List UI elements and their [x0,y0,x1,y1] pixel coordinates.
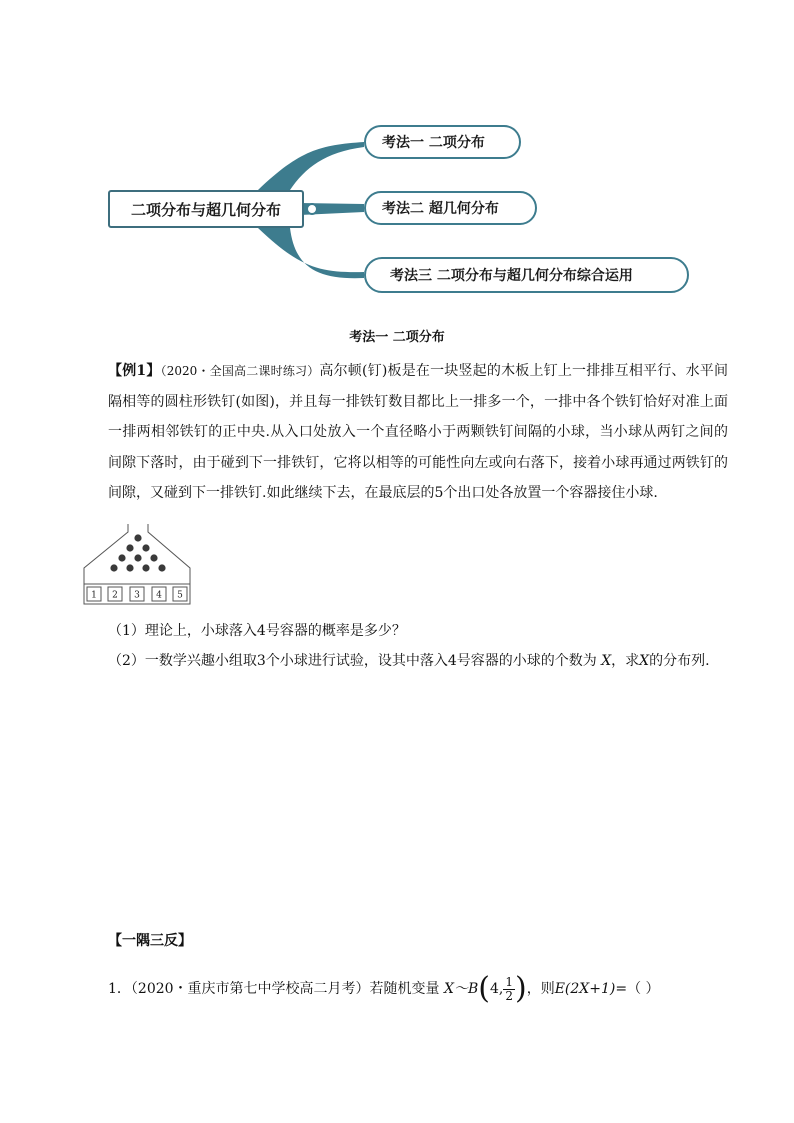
fraction-denominator: 2 [505,988,513,1003]
peg [126,564,133,571]
container-label: 5 [177,590,183,601]
peg [142,544,149,551]
example-body: 高尔顿(钉)板是在一块竖起的木板上钉上一排排互相平行、水平间隔相等的圆柱形铁钉(如图)，并且每一排铁钉数目都比上一排多一个，一排中各个铁钉恰好对准上面一排两相邻铁钉的正中央.从入口处放入一个直径略小于两颗铁钉间隔的小球，当小球从两钉之间的间隙下落时，由于碰到下一排铁钉，它将以相等的可能性向左或向右落下，接着小球再通过两铁钉的间隙，又碰到下一排铁钉.如此继续下去，在最底层的5个出口处各放置一个容器接住小球. [108,363,728,501]
fraction-numerator: 1 [505,974,513,989]
peg [134,534,141,541]
binomial-n: 4, [489,981,504,997]
mind-map-branch-2: 考法二 超几何分布 [364,191,537,225]
container-label: 1 [91,590,97,601]
example-tag: 【例1】 [108,363,161,379]
fraction [503,976,515,1003]
connector-branch-3 [258,228,364,278]
mind-map [0,0,794,310]
example-source: （2020・全国高二课时练习） [160,364,320,378]
section-title: 考法一 二项分布 [349,330,445,345]
container-label: 3 [134,590,140,601]
peg [158,564,165,571]
peg [150,554,157,561]
root-node-dot [307,204,317,214]
practice-title: 【一隅三反】 [108,933,192,949]
question-1: （1）理论上，小球落入4号容器的概率是多少？ [108,623,406,639]
connector-branch-1 [258,142,364,190]
variable-x: X [601,653,612,669]
peg [118,554,125,561]
mind-map-branch-3: 考法三 二项分布与超几何分布综合运用 [364,257,689,293]
container-label: 2 [112,590,118,601]
mind-map-root: 二项分布与超几何分布 [108,190,304,228]
expectation-expr: E(2X+1) [554,981,616,997]
question-2-text-c: 的分布列. [649,653,710,669]
peg [110,564,117,571]
paren-close: ) [514,971,527,1006]
example-problem [108,356,728,509]
question-2-text-b: ，求 [611,653,640,669]
practice-1-text-b: ，则 [526,981,555,997]
random-variable-expr: X～B [444,981,479,997]
variable-x: X [639,653,650,669]
peg [134,554,141,561]
question-2 [108,646,710,676]
galton-board-figure [82,522,194,606]
container-label: 4 [156,590,162,601]
paren-open: ( [478,971,490,1006]
question-2-text-a: （2）一数学兴趣小组取3个小球进行试验，设其中落入4号容器的小球的个数为 [108,653,597,669]
mind-map-branch-1: 考法一 二项分布 [364,125,521,159]
practice-problem-1 [108,970,660,1008]
peg [126,544,133,551]
practice-1-text-a: 1．（2020・重庆市第七中学校高二月考）若随机变量 [108,981,440,997]
peg [142,564,149,571]
practice-1-text-c: =（ ） [615,981,660,997]
